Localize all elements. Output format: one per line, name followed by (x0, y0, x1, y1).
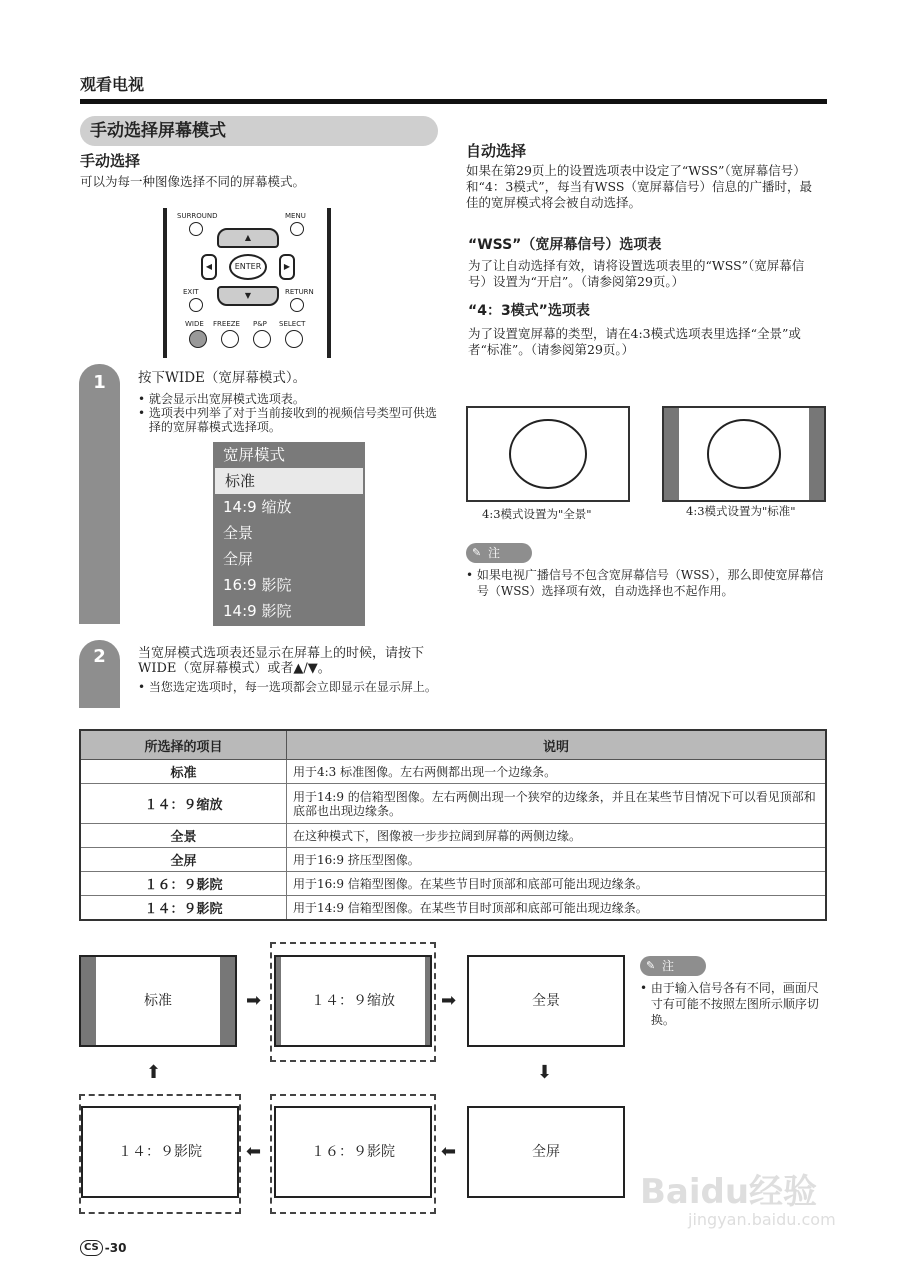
standard-circle (664, 408, 824, 500)
up-arrow-icon: ⬆ (146, 1062, 162, 1083)
enter-button[interactable]: ENTER (229, 254, 267, 280)
table-cell: 用于4:3 标准图像。左右两侧都出现一个边缘条。 (287, 760, 827, 784)
select-label: SELECT (279, 320, 306, 328)
wide-menu-item[interactable]: 标准 (215, 468, 363, 494)
wide-menu-title: 宽屏模式 (223, 446, 286, 464)
watermark-brand: Baidu经验 (640, 1172, 818, 1212)
table-cell: 用于14:9 的信箱型图像。左右两侧出现一个狭窄的边缘条，并且在某些节目情况下可以看见顶部和底部也出现边缘条。 (287, 784, 827, 824)
wss-desc: 为了让自动选择有效，请将设置选项表里的“WSS”（宽屏幕信号）设置为“开启”。（请参阅第29页。） (468, 258, 805, 289)
table-cell: １４：９缩放 (80, 784, 287, 824)
table-cell: １６：９影院 (80, 872, 287, 896)
menu-button[interactable] (290, 222, 304, 236)
exit-label: EXIT (183, 288, 199, 296)
wide-button[interactable] (189, 330, 207, 348)
pp-button[interactable] (253, 330, 271, 348)
step1-bar (79, 364, 120, 624)
surround-button[interactable] (189, 222, 203, 236)
remote-illustration (163, 208, 331, 358)
mode43-desc: 为了设置宽屏幕的类型，请在4:3模式选项表里选择“全景”或者“标准”。（请参阅第29页。） (468, 326, 801, 357)
flow-cinema149 (81, 1106, 239, 1198)
right-arrow-icon: ➡ (246, 990, 262, 1011)
surround-label: SURROUND (177, 212, 218, 220)
step2-number: 2 (93, 646, 106, 667)
table-cell: 全景 (80, 824, 287, 848)
wide-menu-item[interactable]: 全景 (223, 524, 254, 542)
standard-caption: 4:3模式设置为"标准" (686, 504, 796, 518)
note1-label: 注 (488, 546, 501, 560)
table-cell: 用于16:9 挤压型图像。 (287, 848, 827, 872)
select-button[interactable] (285, 330, 303, 348)
note2-label: 注 (662, 959, 675, 973)
auto-desc: 如果在第29页上的设置选项表中设定了“WSS”（宽屏幕信号）和“4：3模式”，每当有WSS（宽屏幕信号）信息的广播时，最佳的宽屏模式将会被自动选择。 (466, 163, 812, 210)
note-clip-icon: ✎ (472, 546, 482, 559)
section-title: 手动选择屏幕模式 (80, 116, 438, 146)
step2-bullet: 当您选定选项时，每一选项都会立即显示在显示屏上。 (148, 680, 437, 694)
left-arrow-icon: ⬅ (441, 1141, 457, 1162)
panorama-screen (466, 406, 630, 502)
table-row (80, 784, 826, 824)
standard-screen (662, 406, 826, 502)
table-cell: 标准 (80, 760, 287, 784)
manual-desc: 可以为每一种图像选择不同的屏幕模式。 (80, 174, 306, 189)
flow-cinema169 (274, 1106, 432, 1198)
left-arrow-icon: ⬅ (246, 1141, 262, 1162)
flow-panorama (467, 955, 625, 1047)
watermark-url: jingyan.baidu.com (688, 1210, 836, 1229)
manual-heading: 手动选择 (80, 152, 141, 170)
freeze-label: FREEZE (213, 320, 240, 328)
table-cell: 在这种模式下，图像被一步步拉阔到屏幕的两侧边缘。 (287, 824, 827, 848)
note2-badge (640, 956, 706, 976)
mode43-heading: “4：3模式”选项表 (468, 303, 590, 319)
step1-bullet: 就会显示出宽屏模式选项表。 (148, 392, 305, 406)
right-arrow-icon: ➡ (441, 990, 457, 1011)
panorama-caption: 4:3模式设置为"全景" (482, 507, 592, 521)
exit-button[interactable] (189, 298, 203, 312)
note1-text: 如果电视广播信号不包含宽屏幕信号（WSS），那么即使宽屏幕信号（WSS）选择项有效，自动选择也不起作用。 (476, 568, 824, 598)
language-badge: CS (80, 1240, 103, 1256)
note2-text: 由于输入信号各有不同，画面尺寸有可能不按照左图所示顺序切换。 (650, 981, 819, 1027)
mode-table (79, 729, 827, 921)
flow-full (467, 1106, 625, 1198)
menu-label: MENU (285, 212, 306, 220)
step2-text: 当宽屏模式选项表还显示在屏幕上的时候，请按下WIDE（宽屏幕模式）或者▲/▼。 (138, 646, 425, 676)
note1-badge (466, 543, 532, 563)
left-button[interactable]: ◀ (201, 254, 217, 280)
wide-menu-item[interactable]: 全屏 (223, 550, 254, 568)
flow-cinema149-label: １４：９影院 (118, 1144, 202, 1160)
table-cell: 用于14:9 信箱型图像。在某些节目时顶部和底部可能出现边缘条。 (287, 896, 827, 921)
flow-cinema169-label: １６：９影院 (311, 1144, 395, 1160)
flow-zoom149-label: １４：９缩放 (311, 993, 395, 1009)
table-row (80, 848, 826, 872)
right-button[interactable]: ▶ (279, 254, 295, 280)
flow-zoom149 (274, 955, 432, 1047)
table-row (80, 824, 826, 848)
return-label: RETURN (285, 288, 314, 296)
flow-standard (79, 955, 237, 1047)
step1-bullets: • 就会显示出宽屏模式选项表。 • 选项表中列举了对于当前接收到的视频信号类型可供选择的宽屏幕模式选择项。 (138, 392, 437, 434)
wide-menu-item[interactable]: 14:9 缩放 (223, 498, 292, 516)
flow-full-label: 全屏 (532, 1144, 560, 1160)
step1-text: 按下WIDE（宽屏幕模式）。 (138, 370, 307, 386)
freeze-button[interactable] (221, 330, 239, 348)
up-button[interactable]: ▲ (217, 228, 279, 248)
pp-label: P&P (253, 320, 267, 328)
down-button[interactable]: ▼ (217, 286, 279, 306)
table-row (80, 896, 826, 921)
table-header: 所选择的项目 (80, 730, 287, 760)
table-header: 说明 (287, 730, 827, 760)
step1-number: 1 (93, 372, 106, 393)
step2-bar (79, 640, 120, 708)
header-rule (80, 99, 827, 104)
wide-menu-item[interactable]: 14:9 影院 (223, 602, 292, 620)
step1-bullet: 选项表中列举了对于当前接收到的视频信号类型可供选择的宽屏幕模式选择项。 (148, 406, 437, 434)
note2-text-wrap: • 由于输入信号各有不同，画面尺寸有可能不按照左图所示顺序切换。 (640, 980, 830, 1028)
panorama-circle (468, 408, 628, 500)
step2-bullet-wrap: • 当您选定选项时，每一选项都会立即显示在显示屏上。 (138, 680, 437, 694)
wide-label: WIDE (185, 320, 204, 328)
page-footer (80, 1240, 126, 1256)
note1-text-wrap: • 如果电视广播信号不包含宽屏幕信号（WSS），那么即使宽屏幕信号（WSS）选择项有效，自动选择也不起作用。 (466, 567, 826, 599)
page-number: -30 (104, 1241, 127, 1255)
flow-standard-label: 标准 (144, 993, 172, 1009)
table-cell: １４：９影院 (80, 896, 287, 921)
table-cell: 全屏 (80, 848, 287, 872)
note-clip-icon: ✎ (646, 959, 656, 972)
flow-panorama-label: 全景 (532, 993, 560, 1009)
auto-heading: 自动选择 (466, 142, 527, 160)
down-arrow-icon: ⬇ (537, 1062, 553, 1083)
wide-menu-item[interactable]: 16:9 影院 (223, 576, 292, 594)
return-button[interactable] (290, 298, 304, 312)
table-cell: 用于16:9 信箱型图像。在某些节目时顶部和底部可能出现边缘条。 (287, 872, 827, 896)
page-section-title: 观看电视 (80, 75, 145, 94)
table-row (80, 760, 826, 784)
wss-heading: “WSS”（宽屏幕信号）选项表 (468, 237, 662, 253)
wide-mode-menu (213, 442, 365, 626)
table-header-row (80, 730, 826, 760)
table-row (80, 872, 826, 896)
